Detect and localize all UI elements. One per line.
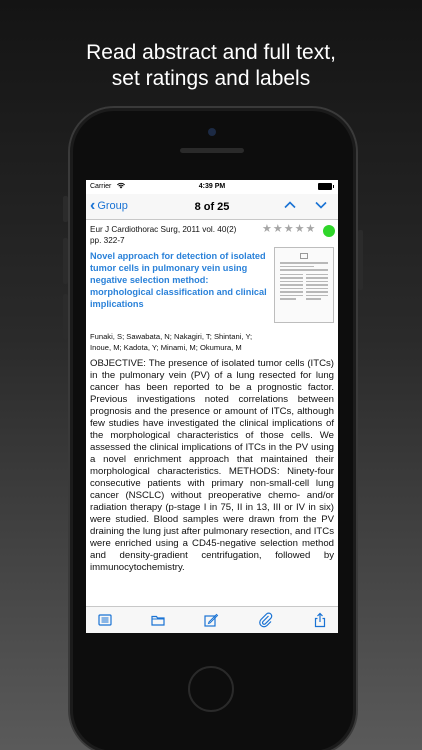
back-button[interactable] (90, 199, 128, 213)
phone-camera (208, 128, 216, 136)
bottom-toolbar (86, 606, 338, 633)
article-position: 8 of 25 (194, 201, 230, 213)
article-abstract: OBJECTIVE: The presence of isolated tumor cells (ITCs) in the pulmonary vein (PV) of a lung resected for lung cancer has been reported to be a prognostic factor. Previous investigations noted correlations between prognosis and the presence or amount of ITCs, although few studies have investigated the clinical implications of the morphological characteristics of those cells. We assessed the clinical implications of ITCs in the PV using a novel enrichment approach that maintained their morphological characteristics. METHODS: Ninety-four consecutive patients with primary non-small-cell lung cancer (NSCLC) without preoperative chemo- and/or radiation therapy (p-stage I in 75, II in 13, III or IV in six) were studied. Blood samples were drawn from the PV draining the lung just after pulmonary resection, and ITCs were enriched using a CD45-negative selection method and density-gradient centrifugation, followed by immunocytochemistry. (90, 358, 334, 573)
headline-line-2: set ratings and labels (111, 67, 311, 90)
chevron-left-icon: ‹ (90, 197, 96, 214)
journal-line-2: pp. 322-7 (90, 236, 125, 245)
article-content[interactable] (86, 221, 338, 605)
journal-line-1: Eur J Cardiothorac Surg, 2011 vol. 40(2) (90, 225, 237, 234)
phone-speaker (180, 148, 244, 153)
back-button-label: Group (97, 200, 128, 212)
rating-stars[interactable] (262, 223, 315, 235)
edit-note-icon[interactable] (201, 612, 221, 628)
label-color-dot[interactable] (323, 225, 335, 237)
article-title[interactable]: Novel approach for detection of isolated tumor cells in pulmonary vein using negative selection method: morphological classification and clinical implications (90, 251, 267, 309)
star-icon[interactable]: ★ (262, 223, 272, 235)
app-screen (86, 180, 338, 633)
star-icon[interactable]: ★ (283, 223, 294, 235)
star-icon[interactable]: ★ (294, 223, 305, 235)
journal-citation (90, 224, 265, 246)
marketing-headline (0, 40, 422, 92)
navigation-bar (86, 194, 338, 220)
article-authors: Funaki, S; Sawabata, N; Nakagiri, T; Shintani, Y; Inoue, M; Kadota, Y; Minami, M; Okumura, M (90, 332, 253, 352)
star-icon[interactable]: ★ (305, 223, 316, 235)
attachment-paperclip-icon[interactable] (256, 612, 276, 628)
status-time: 4:39 PM (198, 183, 226, 190)
status-bar (86, 180, 338, 194)
full-text-thumbnail[interactable] (274, 247, 334, 323)
headline-line-1: Read abstract and full text, (86, 41, 336, 64)
star-icon[interactable]: ★ (272, 223, 283, 235)
folder-icon[interactable] (148, 612, 168, 628)
chevron-down-icon[interactable] (312, 198, 330, 215)
chevron-up-icon[interactable] (281, 198, 299, 215)
phone-power-button (358, 230, 363, 290)
battery-icon (318, 183, 332, 190)
carrier-label: Carrier (90, 183, 112, 190)
phone-home-button[interactable] (188, 666, 234, 712)
share-icon[interactable] (310, 612, 330, 628)
abstract-view-icon[interactable] (95, 612, 115, 628)
